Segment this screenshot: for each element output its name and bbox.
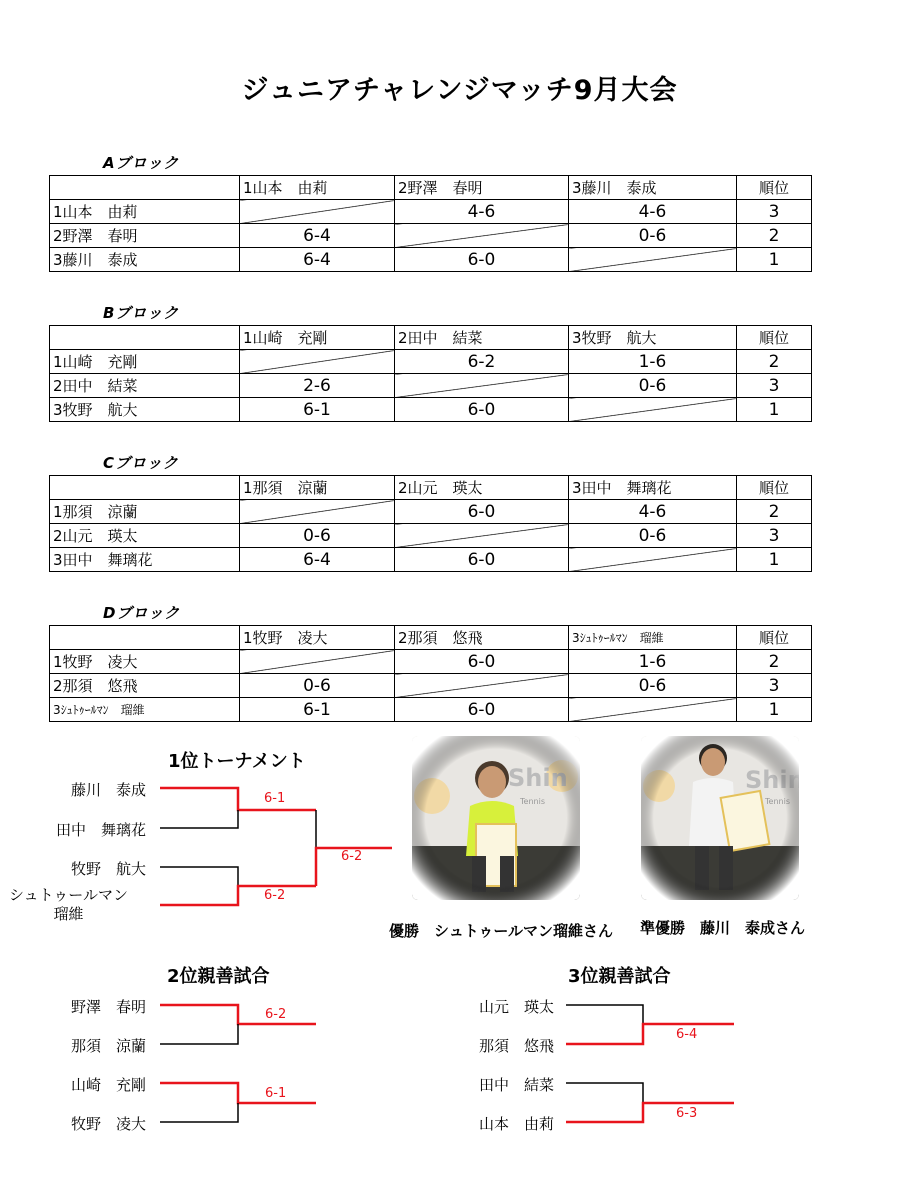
t1-player-1: 藤川 泰成 bbox=[70, 781, 146, 799]
rank-cell: 2 bbox=[737, 500, 812, 524]
row-player-name: 1山本 由莉 bbox=[50, 200, 240, 224]
score-cell: 6-4 bbox=[240, 224, 395, 248]
f3-line-p1 bbox=[566, 1005, 643, 1024]
f2-player-4: 牧野 凌大 bbox=[70, 1115, 146, 1133]
score-cell: 0-6 bbox=[240, 524, 395, 548]
score-cell: 6-4 bbox=[240, 548, 395, 572]
t1-line-p1-win bbox=[160, 788, 316, 810]
score-cell: 6-4 bbox=[240, 248, 395, 272]
score-cell: 6-0 bbox=[395, 398, 569, 422]
row-player-name: 1牧野 凌大 bbox=[50, 650, 240, 674]
row-player-name: 3牧野 航大 bbox=[50, 398, 240, 422]
row-player-name: 2山元 瑛太 bbox=[50, 524, 240, 548]
score-cell: 6-0 bbox=[395, 650, 569, 674]
column-header: 1那須 涼蘭 bbox=[240, 476, 395, 500]
row-player-name: 2那須 悠飛 bbox=[50, 674, 240, 698]
f2-score-1: 6-2 bbox=[265, 1007, 287, 1022]
rank-cell: 2 bbox=[737, 650, 812, 674]
score-cell: 4-6 bbox=[569, 200, 737, 224]
score-cell: 6-1 bbox=[240, 698, 395, 722]
column-header: 1山本 由莉 bbox=[240, 176, 395, 200]
score-cell: 0-6 bbox=[569, 674, 737, 698]
rank-cell: 3 bbox=[737, 200, 812, 224]
t1-player-4: シュトゥールマン 瑠維 bbox=[8, 886, 144, 923]
column-header: 2那須 悠飛 bbox=[395, 626, 569, 650]
row-player-name: 2田中 結菜 bbox=[50, 374, 240, 398]
t1-player-2: 田中 舞璃花 bbox=[55, 821, 146, 839]
column-header: 1山崎 充剛 bbox=[240, 326, 395, 350]
rank-cell: 2 bbox=[737, 350, 812, 374]
column-header: 3牧野 航大 bbox=[569, 326, 737, 350]
score-cell: 0-6 bbox=[569, 374, 737, 398]
row-player-name: 2野澤 春明 bbox=[50, 224, 240, 248]
f3-line-p4-win bbox=[566, 1103, 734, 1122]
block-title: Bブロック bbox=[103, 304, 180, 322]
t1-line-p3 bbox=[160, 867, 238, 886]
rank-header: 順位 bbox=[737, 326, 812, 350]
t1-line-p2 bbox=[160, 810, 238, 828]
score-cell: 2-6 bbox=[240, 374, 395, 398]
rank-cell: 2 bbox=[737, 224, 812, 248]
f2-line-p4 bbox=[160, 1103, 238, 1122]
score-cell: 0-6 bbox=[569, 224, 737, 248]
column-header: 3田中 舞璃花 bbox=[569, 476, 737, 500]
f3-line-p3 bbox=[566, 1083, 643, 1103]
score-cell: 0-6 bbox=[240, 674, 395, 698]
rank-cell: 1 bbox=[737, 398, 812, 422]
f2-line-p2 bbox=[160, 1024, 238, 1044]
score-cell: 6-0 bbox=[395, 698, 569, 722]
rank-cell: 3 bbox=[737, 374, 812, 398]
column-header: 2田中 結菜 bbox=[395, 326, 569, 350]
winner-photo bbox=[412, 736, 580, 900]
block-title: Aブロック bbox=[103, 154, 180, 172]
block-title: Dブロック bbox=[103, 604, 181, 622]
f3-player-3: 田中 結菜 bbox=[478, 1076, 554, 1094]
f2-line-p3-win bbox=[160, 1083, 316, 1103]
block-title: Cブロック bbox=[103, 454, 179, 472]
row-player-name: 3藤川 泰成 bbox=[50, 248, 240, 272]
t1-player-3: 牧野 航大 bbox=[70, 860, 146, 878]
f3-player-1: 山元 瑛太 bbox=[478, 998, 554, 1016]
rank-cell: 3 bbox=[737, 674, 812, 698]
rank-cell: 3 bbox=[737, 524, 812, 548]
rank-cell: 1 bbox=[737, 698, 812, 722]
runnerup-caption: 準優勝 藤川 泰成さん bbox=[640, 919, 806, 937]
rank-cell: 1 bbox=[737, 248, 812, 272]
score-cell: 6-0 bbox=[395, 248, 569, 272]
t1-semi-score-2: 6-2 bbox=[264, 888, 286, 903]
column-header: 1牧野 凌大 bbox=[240, 626, 395, 650]
score-cell: 4-6 bbox=[569, 500, 737, 524]
score-cell: 6-0 bbox=[395, 500, 569, 524]
f2-player-2: 那須 涼蘭 bbox=[70, 1037, 146, 1055]
f3-line-p2-win bbox=[566, 1024, 734, 1044]
rank-header: 順位 bbox=[737, 176, 812, 200]
friendly2-title: 2位親善試合 bbox=[167, 966, 270, 987]
t1-semi-score-1: 6-1 bbox=[264, 791, 286, 806]
f3-player-2: 那須 悠飛 bbox=[478, 1037, 554, 1055]
f3-player-4: 山本 由莉 bbox=[478, 1115, 554, 1133]
f2-line-p1-win bbox=[160, 1005, 316, 1024]
runnerup-photo bbox=[641, 736, 799, 900]
f2-score-2: 6-1 bbox=[265, 1086, 287, 1101]
column-header: 2山元 瑛太 bbox=[395, 476, 569, 500]
score-cell: 6-2 bbox=[395, 350, 569, 374]
rank-header: 順位 bbox=[737, 626, 812, 650]
score-cell: 6-0 bbox=[395, 548, 569, 572]
score-cell: 4-6 bbox=[395, 200, 569, 224]
f2-player-1: 野澤 春明 bbox=[70, 998, 146, 1016]
t1-final-score: 6-2 bbox=[341, 849, 363, 864]
rank-header: 順位 bbox=[737, 476, 812, 500]
tournament1-title: 1位トーナメント bbox=[168, 751, 306, 772]
column-header: 3藤川 泰成 bbox=[569, 176, 737, 200]
t1-line-p4-win bbox=[160, 886, 316, 905]
f2-player-3: 山崎 充剛 bbox=[70, 1076, 146, 1094]
row-player-name: 1那須 涼蘭 bbox=[50, 500, 240, 524]
score-cell: 1-6 bbox=[569, 650, 737, 674]
score-cell: 6-1 bbox=[240, 398, 395, 422]
score-cell: 0-6 bbox=[569, 524, 737, 548]
score-cell: 1-6 bbox=[569, 350, 737, 374]
row-player-name: 3田中 舞璃花 bbox=[50, 548, 240, 572]
column-header: 3ｼｭﾄｩｰﾙﾏﾝ 瑠維 bbox=[569, 626, 737, 650]
row-player-name: 3ｼｭﾄｩｰﾙﾏﾝ 瑠維 bbox=[50, 698, 240, 722]
row-player-name: 1山崎 充剛 bbox=[50, 350, 240, 374]
winner-caption: 優勝 シュトゥールマン瑠維さん bbox=[389, 922, 614, 940]
f3-score-2: 6-3 bbox=[676, 1106, 698, 1121]
t1-line-final-win bbox=[316, 848, 392, 886]
rank-cell: 1 bbox=[737, 548, 812, 572]
page-title: ジュニアチャレンジマッチ9月大会 bbox=[241, 75, 678, 106]
friendly3-title: 3位親善試合 bbox=[568, 966, 671, 987]
f3-score-1: 6-4 bbox=[676, 1027, 698, 1042]
column-header: 2野澤 春明 bbox=[395, 176, 569, 200]
